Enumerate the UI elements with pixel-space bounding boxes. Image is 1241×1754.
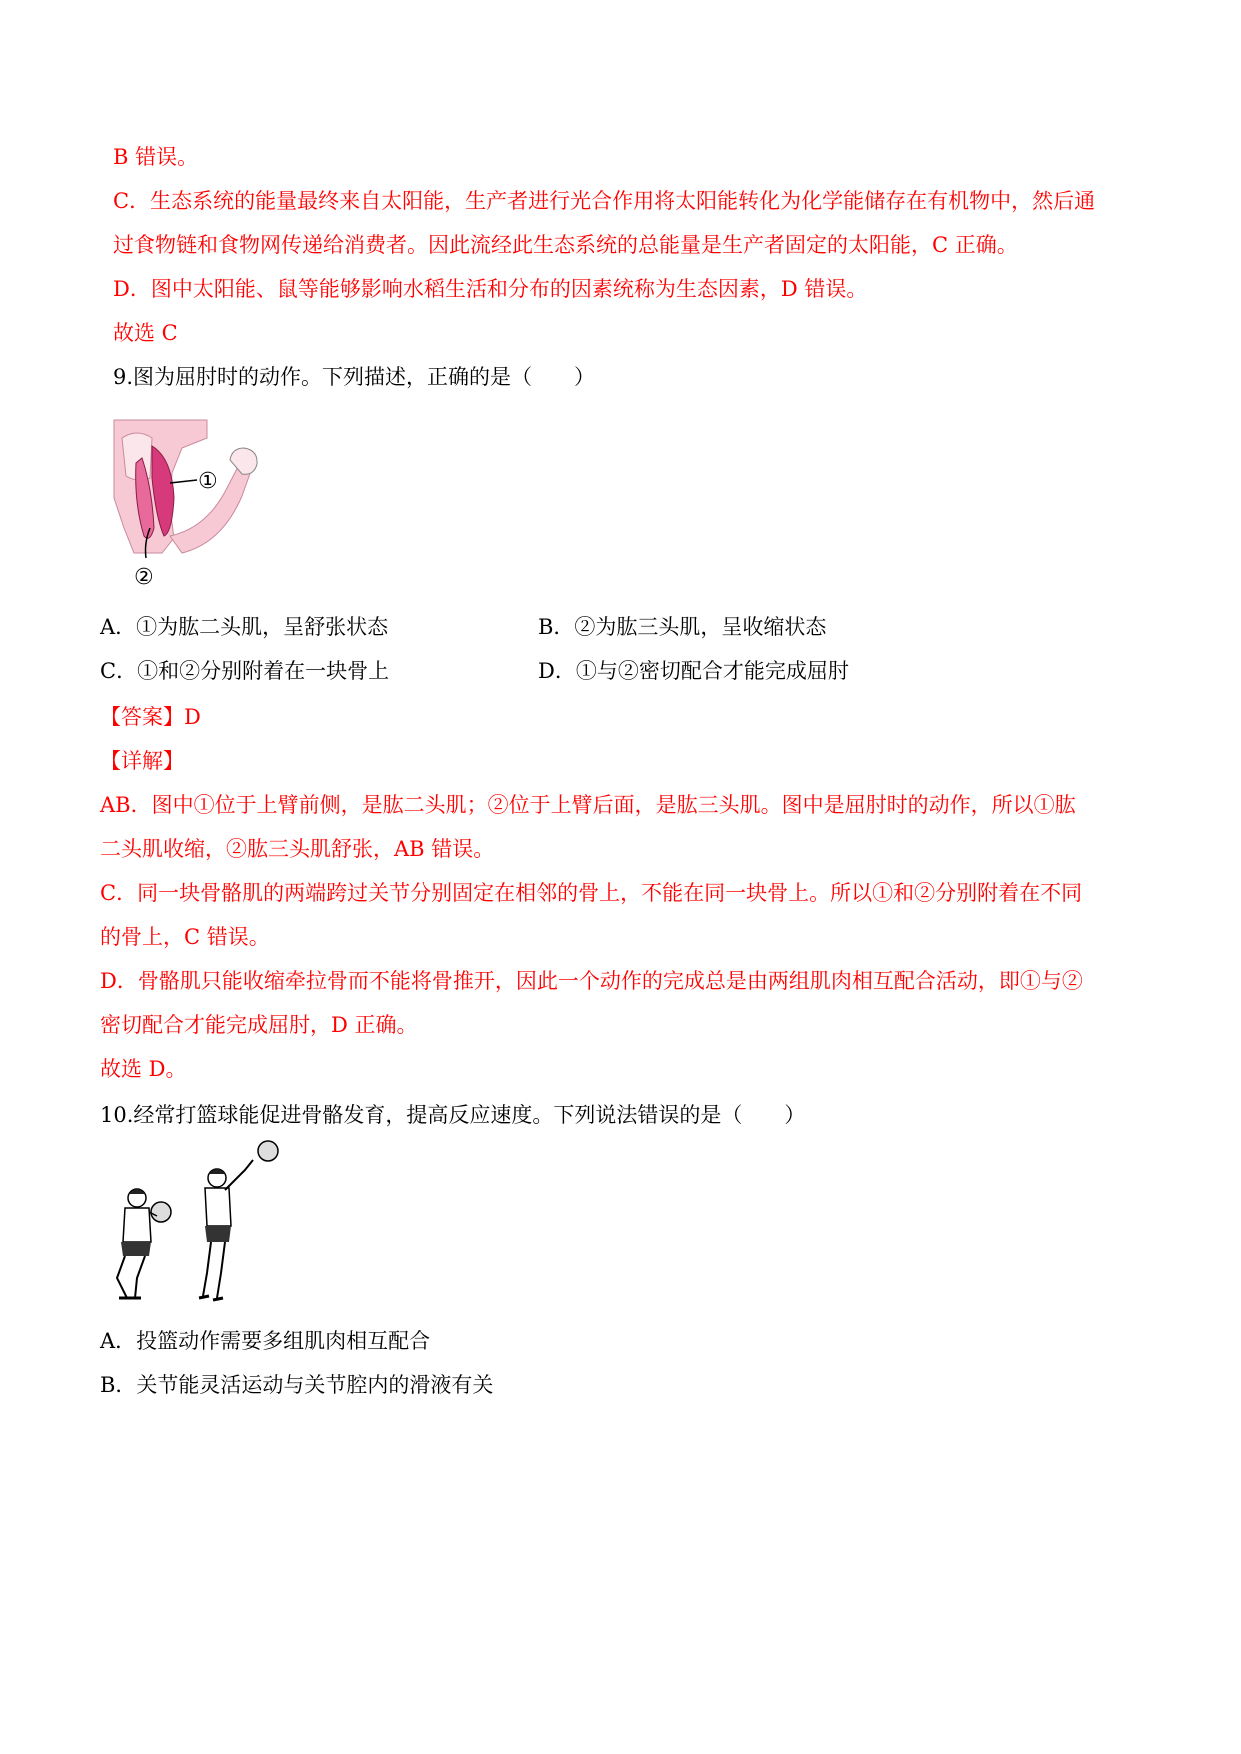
- detail-header: 【详解】: [100, 749, 184, 773]
- option-a[interactable]: A．①为肱二头肌，呈舒张状态: [100, 615, 389, 639]
- explanation-line: 故选 D。: [100, 1057, 187, 1081]
- label-2: ②: [134, 565, 154, 588]
- explanation-line: D．骨骼肌只能收缩牵拉骨而不能将骨推开，因此一个动作的完成总是由两组肌肉相互配合活动，即①与②: [100, 969, 1083, 993]
- explanation-line: AB．图中①位于上臂前侧，是肱二头肌；②位于上臂后面，是肱三头肌。图中是屈肘时的动作，所以①肱: [100, 793, 1076, 817]
- explanation-line: 故选 C: [113, 321, 178, 345]
- option-a[interactable]: A．投篮动作需要多组肌肉相互配合: [100, 1329, 431, 1353]
- explanation-line: B 错误。: [113, 145, 199, 169]
- explanation-line: 的骨上，C 错误。: [100, 925, 270, 949]
- explanation-line: D．图中太阳能、鼠等能够影响水稻生活和分布的因素统称为生态因素，D 错误。: [113, 277, 868, 301]
- label-1: ①: [198, 469, 218, 494]
- question-10-stem: 10.经常打篮球能促进骨骼发育，提高反应速度。下列说法错误的是（ ）: [100, 1103, 806, 1127]
- question-9-stem: 9.图为屈肘时的动作。下列描述，正确的是（ ）: [113, 365, 596, 389]
- explanation-line: C．同一块骨骼肌的两端跨过关节分别固定在相邻的骨上，不能在同一块骨上。所以①和②分别附着在不同: [100, 881, 1083, 905]
- option-b[interactable]: B．关节能灵活运动与关节腔内的滑液有关: [100, 1373, 494, 1397]
- explanation-line: 密切配合才能完成屈肘，D 正确。: [100, 1013, 418, 1037]
- explanation-line: 二头肌收缩，②肱三头肌舒张，AB 错误。: [100, 837, 495, 861]
- explanation-line: 过食物链和食物网传递给消费者。因此流经此生态系统的总能量是生产者固定的太阳能，C 正确。: [113, 233, 1018, 257]
- answer: 【答案】D: [100, 705, 201, 729]
- option-d[interactable]: D．①与②密切配合才能完成屈肘: [538, 659, 849, 683]
- explanation-line: C．生态系统的能量最终来自太阳能，生产者进行光合作用将太阳能转化为化学能储存在有机物中，然后通: [113, 189, 1096, 213]
- basketball-figure: [105, 1138, 285, 1313]
- option-c[interactable]: C．①和②分别附着在一块骨上: [100, 659, 390, 683]
- option-b[interactable]: B．②为肱三头肌，呈收缩状态: [538, 615, 827, 639]
- arm-flexion-figure: [112, 418, 282, 588]
